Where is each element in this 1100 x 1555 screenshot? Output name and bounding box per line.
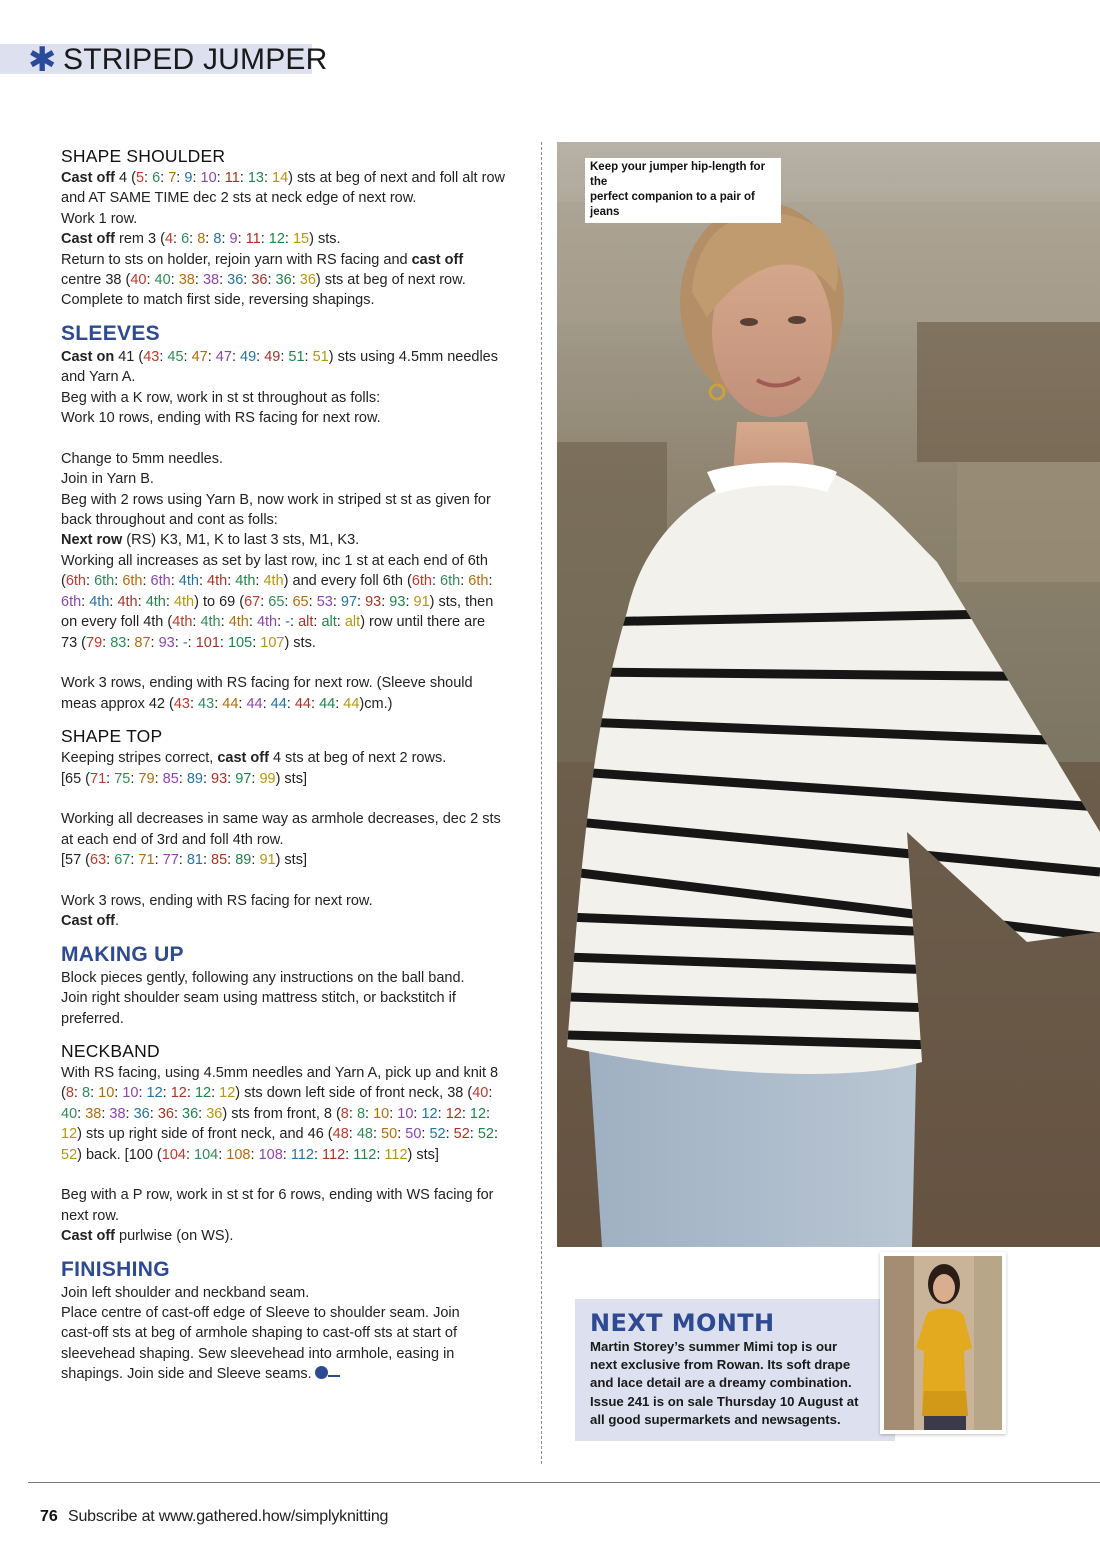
shoulder-line-5: Return to sts on holder, rejoin yarn with RS facing and cast off bbox=[61, 251, 464, 268]
column-divider bbox=[541, 142, 542, 1464]
neckband-line-2: (8: 8: 10: 10: 12: 12: 12: 12) sts down left side of front neck, 38 (40: bbox=[61, 1085, 493, 1102]
shoulder-line-1: Cast off 4 (5: 6: 7: 9: 10: 11: 13: 14) sts at beg of next and foll alt row bbox=[61, 170, 505, 186]
pattern-instructions bbox=[61, 144, 531, 1385]
next-month-line-5: all good supermarkets and newsagents. bbox=[590, 1411, 841, 1427]
neckband-line-1: With RS facing, using 4.5mm needles and Yarn A, pick up and knit 8 bbox=[61, 1064, 499, 1081]
top-line-3: Working all decreases in same way as armhole decreases, dec 2 sts bbox=[61, 811, 501, 828]
making-up-line-3: preferred. bbox=[61, 1010, 124, 1027]
subscribe-link[interactable]: Subscribe at www.gathered.how/simplyknitting bbox=[68, 1508, 389, 1525]
heading-making-up: MAKING UP bbox=[61, 942, 184, 966]
heading-neckband: NECKBAND bbox=[61, 1040, 160, 1061]
section-neckband bbox=[61, 1039, 531, 1247]
sleeves-line-4: Work 10 rows, ending with RS facing for next row. bbox=[61, 410, 381, 427]
shoulder-line-7: Complete to match first side, reversing shapings. bbox=[61, 292, 375, 309]
finishing-line-3: cast-off sts at beg of armhole shaping to cast-off sts at start of bbox=[61, 1325, 457, 1342]
next-month-photo bbox=[880, 1252, 1006, 1434]
finishing-line-2: Place centre of cast-off edge of Sleeve to shoulder seam. Join bbox=[61, 1305, 460, 1322]
shoulder-line-3: Work 1 row. bbox=[61, 210, 138, 227]
sleeves-line-1: Cast on 41 (43: 45: 47: 47: 49: 49: 51: 51) sts using 4.5mm needles bbox=[61, 348, 498, 365]
mimi-top-illustration bbox=[884, 1256, 1002, 1430]
making-up-line-1: Block pieces gently, following any instructions on the ball band. bbox=[61, 969, 465, 986]
section-shape-shoulder bbox=[61, 144, 531, 311]
section-sleeves bbox=[61, 321, 531, 714]
finishing-line-4: sleevehead shaping. Sew sleevehead into armhole, easing in bbox=[61, 1345, 455, 1362]
page-title: STRIPED JUMPER bbox=[63, 43, 328, 76]
model-photo bbox=[557, 142, 1100, 1247]
yarn-ball-icon bbox=[315, 1366, 328, 1379]
shoulder-line-4: Cast off rem 3 (4: 6: 8: 8: 9: 11: 12: 15) sts. bbox=[61, 231, 341, 248]
page-number: 76 bbox=[40, 1508, 58, 1525]
neckband-line-5: 52) back. [100 (104: 104: 108: 108: 112: 112: 112: 112) sts] bbox=[61, 1146, 439, 1163]
heading-sleeves: SLEEVES bbox=[61, 321, 160, 345]
top-line-5: [57 (63: 67: 71: 77: 81: 85: 89: 91) sts] bbox=[61, 852, 307, 869]
sleeves-line-9: Next row (RS) K3, M1, K to last 3 sts, M1, K3. bbox=[61, 532, 360, 549]
sleeves-line-5: Change to 5mm needles. bbox=[61, 450, 224, 467]
sleeves-line-14: 73 (79: 83: 87: 93: -: 101: 105: 107) sts. bbox=[61, 634, 316, 651]
model-photo-illustration bbox=[557, 142, 1100, 1247]
footer-rule bbox=[28, 1482, 1100, 1483]
photo-caption bbox=[585, 158, 781, 223]
making-up-line-2: Join right shoulder seam using mattress stitch, or backstitch if bbox=[61, 990, 456, 1007]
sleeves-line-3: Beg with a K row, work in st st throughout as folls: bbox=[61, 389, 381, 406]
next-month-line-1: Martin Storey’s summer Mimi top is our bbox=[590, 1339, 838, 1354]
neckband-line-7: next row. bbox=[61, 1207, 120, 1224]
heading-shape-top: SHAPE TOP bbox=[61, 726, 163, 747]
sleeves-line-15: Work 3 rows, ending with RS facing for next row. (Sleeve should bbox=[61, 675, 473, 692]
top-line-4: at each end of 3rd and foll 4th row. bbox=[61, 831, 284, 848]
asterisk-icon: ✱ bbox=[28, 40, 57, 80]
neckband-line-3: 40: 38: 38: 36: 36: 36: 36) sts from front, 8 (8: 8: 10: 10: 12: 12: 12: bbox=[61, 1105, 491, 1122]
top-line-6: Work 3 rows, ending with RS facing for next row. bbox=[61, 892, 373, 909]
next-month-text bbox=[590, 1338, 886, 1429]
next-month-line-3: and lace detail are a dreamy combination. bbox=[590, 1375, 852, 1391]
next-month-line-2: next exclusive from Rowan. Its soft drape bbox=[590, 1357, 851, 1373]
top-line-7: Cast off. bbox=[61, 913, 120, 930]
sleeves-line-13: on every foll 4th (4th: 4th: 4th: 4th: -: alt: alt: alt) row until there are bbox=[61, 614, 486, 631]
next-month-title: NEXT MONTH bbox=[590, 1309, 775, 1337]
sleeves-line-7: Beg with 2 rows using Yarn B, now work in striped st st as given for bbox=[61, 491, 491, 508]
neckband-line-6: Beg with a P row, work in st st for 6 rows, ending with WS facing for bbox=[61, 1187, 494, 1204]
section-finishing bbox=[61, 1257, 531, 1385]
neckband-line-8: Cast off purlwise (on WS). bbox=[61, 1228, 234, 1245]
heading-shape-shoulder: SHAPE SHOULDER bbox=[61, 146, 226, 166]
shoulder-line-6: centre 38 (40: 40: 38: 38: 36: 36: 36: 36) sts at beg of next row. bbox=[61, 272, 466, 289]
top-line-1: Keeping stripes correct, cast off 4 sts at beg of next 2 rows. bbox=[61, 750, 447, 767]
finishing-line-1: Join left shoulder and neckband seam. bbox=[61, 1284, 310, 1301]
sleeves-line-8: back throughout and cont as folls: bbox=[61, 512, 278, 529]
sleeves-line-10: Working all increases as set by last row, inc 1 st at each end of 6th bbox=[61, 552, 488, 569]
heading-finishing: FINISHING bbox=[61, 1257, 170, 1281]
caption-line-1: Keep your jumper hip-length for the bbox=[590, 161, 766, 188]
sleeves-line-16: meas approx 42 (43: 43: 44: 44: 44: 44: 44: 44)cm.) bbox=[61, 695, 393, 712]
sleeves-line-2: and Yarn A. bbox=[61, 369, 136, 386]
section-shape-top bbox=[61, 724, 531, 932]
top-line-2: [65 (71: 75: 79: 85: 89: 93: 97: 99) sts] bbox=[61, 770, 307, 787]
sleeves-line-11: (6th: 6th: 6th: 6th: 4th: 4th: 4th: 4th) and every foll 6th (6th: 6th: 6th: bbox=[61, 573, 493, 590]
sleeves-line-6: Join in Yarn B. bbox=[61, 471, 154, 488]
caption-line-2: perfect companion to a pair of jeans bbox=[590, 191, 755, 218]
shoulder-line-2: and AT SAME TIME dec 2 sts at neck edge of next row. bbox=[61, 190, 417, 207]
neckband-line-4: 12) sts up right side of front neck, and 46 (48: 48: 50: 50: 52: 52: 52: bbox=[61, 1126, 499, 1143]
next-month-line-4: Issue 241 is on sale Thursday 10 August at bbox=[590, 1393, 859, 1409]
sleeves-line-12: 6th: 4th: 4th: 4th: 4th) to 69 (67: 65: 65: 53: 97: 93: 93: 91) sts, then bbox=[61, 593, 494, 610]
section-making-up bbox=[61, 942, 531, 1029]
yarn-tail-icon bbox=[328, 1375, 340, 1377]
finishing-line-5: shapings. Join side and Sleeve seams. bbox=[61, 1364, 531, 1384]
